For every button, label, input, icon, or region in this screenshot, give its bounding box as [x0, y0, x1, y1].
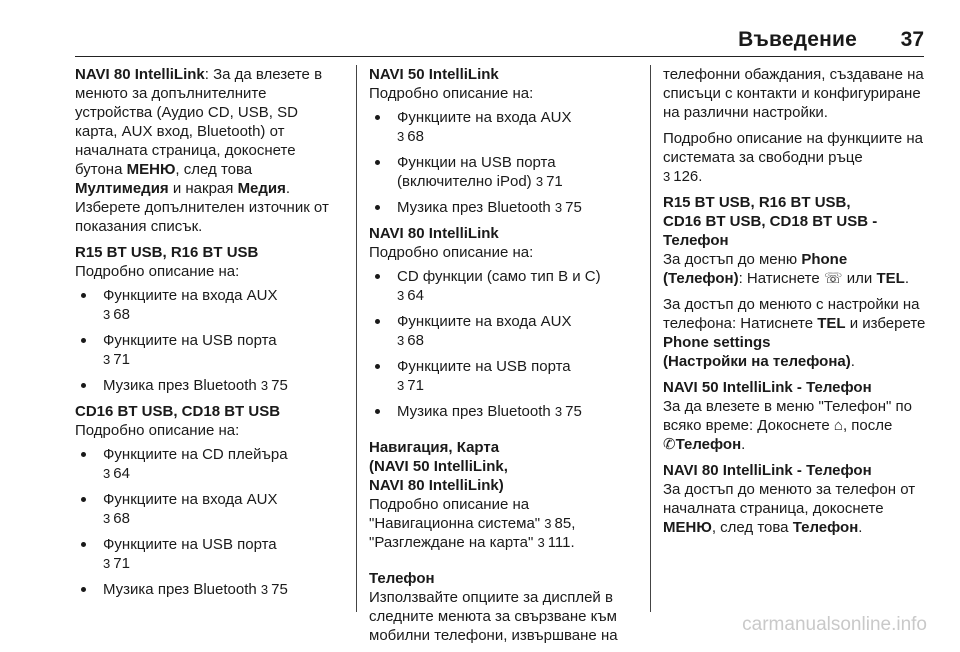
heading-navi50-phone: NAVI 50 IntelliLink - Телефон	[663, 379, 872, 396]
page-ref-icon: 3	[397, 129, 405, 144]
page-ref-link[interactable]: 71	[113, 555, 130, 572]
details-label: Подробно описание на:	[75, 422, 240, 439]
page-ref-icon: 3	[103, 511, 111, 526]
navi80-phone-paragraph	[663, 480, 929, 537]
list-item	[369, 312, 637, 350]
page-ref-link[interactable]: 75	[565, 199, 582, 216]
list-item	[369, 357, 637, 395]
intro-media-label: Медия	[237, 180, 286, 197]
spacer	[369, 559, 637, 569]
list-item-text: Функциите на входа AUX	[103, 287, 278, 304]
details-label: Подробно описание на:	[369, 85, 534, 102]
list-item-text: Музика през Bluetooth	[397, 199, 551, 216]
bullet-icon	[81, 293, 86, 298]
page-ref-icon: 3	[260, 378, 269, 393]
page-ref-link[interactable]: 75	[271, 581, 288, 598]
intro-bold-navi80: NAVI 80 IntelliLink	[75, 66, 205, 83]
page-ref-icon: 3	[397, 288, 405, 303]
heading-r15-r16: R15 BT USB, R16 BT USB	[75, 244, 259, 261]
details-label: Подробно описание на:	[75, 263, 240, 280]
handsfree-paragraph	[663, 129, 929, 186]
heading-cd16-cd18: CD16 BT USB, CD18 BT USB	[75, 403, 281, 420]
page-ref-link[interactable]: 68	[407, 128, 424, 145]
page-ref-icon: 3	[103, 352, 111, 367]
heading-line: Навигация, Карта	[369, 439, 500, 456]
list-item-text: Музика през Bluetooth	[103, 377, 257, 394]
heading-line: (NAVI 50 IntelliLink,	[369, 458, 508, 475]
heading-line: Телефон	[663, 232, 729, 249]
column-2	[369, 65, 637, 652]
list-item-text: Функциите на USB порта	[103, 536, 277, 553]
phone-label-bg: (Телефон)	[663, 270, 739, 287]
navi50-phone-paragraph	[663, 397, 929, 454]
paragraph-text: За да влезете в меню "Телефон" по всяко време: Докоснете	[663, 398, 912, 434]
heading-navigation-map	[369, 438, 637, 495]
list-item-text: Музика през Bluetooth	[397, 403, 551, 420]
list-item	[369, 402, 637, 421]
page-ref-link[interactable]: 68	[407, 332, 424, 349]
list-item-text: Функциите на USB порта	[103, 332, 277, 349]
heading-line: R15 BT USB, R16 BT USB,	[663, 194, 851, 211]
page-ref-link[interactable]: 64	[407, 287, 424, 304]
phone-settings-label: Phone settings	[663, 334, 771, 351]
page-ref-link[interactable]: 68	[113, 306, 130, 323]
list-item-text: Функциите на USB порта	[397, 358, 571, 375]
paragraph-text: : Натиснете	[738, 270, 824, 287]
list-item	[369, 108, 637, 146]
page-ref-icon: 3	[535, 174, 544, 189]
column-divider-1	[356, 65, 357, 612]
paragraph-text: и изберете	[845, 315, 926, 332]
intro-text-4: . Изберете допълнителен източник от показания списък.	[75, 180, 329, 235]
paragraph-text: .	[904, 270, 909, 287]
details-label: Подробно описание на:	[369, 244, 534, 261]
feature-list-2	[75, 445, 343, 599]
paragraph-text: За достъп до менюто за телефон от началната страница, докоснете	[663, 481, 916, 517]
page-ref-link[interactable]: 71	[546, 173, 563, 190]
page-ref-link[interactable]: 75	[565, 403, 582, 420]
paragraph-text: Подробно описание на функциите на системата за свободни ръце	[663, 130, 923, 166]
list-item-text: Функциите на входа AUX	[397, 109, 572, 126]
list-item-text: CD функции (само тип B и C)	[397, 268, 601, 285]
list-item-text: Функциите на входа AUX	[103, 491, 278, 508]
page-ref-link[interactable]: 111.	[547, 534, 575, 551]
heading-navi80-phone: NAVI 80 IntelliLink - Телефон	[663, 462, 872, 479]
phone-paragraph: Използвайте опциите за дисплей в следните менюта за свързване към мобилни телефони, извършване на	[369, 589, 618, 644]
tel-label: TEL	[876, 270, 905, 287]
menu-label: МЕНЮ	[663, 519, 712, 536]
intro-paragraph	[75, 65, 343, 236]
column-1	[75, 65, 343, 606]
bullet-icon	[375, 115, 380, 120]
feature-list-navi50	[369, 108, 637, 217]
intro-multimedia-label: Мултимедия	[75, 180, 169, 197]
page-ref-link[interactable]: 126.	[673, 168, 703, 185]
intro-menu-label: МЕНЮ	[126, 161, 176, 178]
paragraph-text: "Разглеждане на карта"	[369, 534, 534, 551]
list-item-text: Музика през Bluetooth	[103, 581, 257, 598]
bullet-icon	[375, 319, 380, 324]
page-ref-icon: 3	[397, 378, 405, 393]
heading-phone: Телефон	[369, 570, 435, 587]
intro-text-3: и накрая	[168, 180, 238, 197]
page-ref-icon: 3	[537, 535, 545, 550]
heading-navi50: NAVI 50 IntelliLink	[369, 66, 499, 83]
tel-label: TEL	[817, 315, 846, 332]
page-ref-icon: 3	[103, 307, 111, 322]
phone-paragraph-cont: телефонни обаждания, създаване на списъци с контакти и конфигуриране на различни настройки.	[663, 66, 924, 121]
bullet-icon	[375, 160, 380, 165]
page-number: 37	[900, 28, 924, 51]
page-ref-link[interactable]: 71	[113, 351, 130, 368]
paragraph-text: .	[741, 436, 746, 453]
page-header	[0, 0, 960, 56]
page-ref-link[interactable]: 71	[407, 377, 424, 394]
paragraph-text: "Навигационна система"	[369, 515, 541, 532]
page-ref-link[interactable]: 64	[113, 465, 130, 482]
section-title: Въведение	[738, 28, 857, 51]
phone-icon: ✆	[663, 436, 676, 453]
list-item	[75, 331, 343, 369]
paragraph-text: , след това	[711, 519, 793, 536]
phone-menu-label: Телефон	[792, 519, 859, 536]
list-item	[75, 535, 343, 573]
column-divider-2	[650, 65, 651, 612]
paragraph-text: .	[850, 353, 855, 370]
page-ref-icon: 3	[260, 582, 269, 597]
feature-list-navi80	[369, 267, 637, 421]
list-item	[369, 267, 637, 305]
list-item	[75, 376, 343, 395]
phone-settings-paragraph	[663, 295, 929, 371]
paragraph-text: За достъп до меню	[663, 251, 802, 268]
list-item	[369, 153, 637, 191]
heading-r15-phone	[663, 193, 929, 250]
page-ref-link[interactable]: 68	[113, 510, 130, 527]
paragraph-text: .	[858, 519, 863, 536]
phone-menu-label: Телефон	[675, 436, 742, 453]
intro-text: : За да влезете в менюто за допълнителните устройства (Аудио CD, USB, SD карта, AUX вход, Bluetooth) от началната страница, докоснете бутона	[75, 66, 323, 178]
list-item	[75, 445, 343, 483]
page-ref-icon: 3	[544, 516, 552, 531]
page-ref-icon: 3	[103, 466, 111, 481]
phone-button-icon: ☏	[823, 270, 843, 287]
bullet-icon	[375, 205, 380, 210]
list-item	[369, 198, 637, 217]
intro-text-2: , след това	[175, 161, 253, 178]
heading-line: NAVI 80 IntelliLink)	[369, 477, 504, 494]
phone-label: Phone	[801, 251, 848, 268]
phone-settings-label-bg: (Настройки на телефона)	[663, 353, 851, 370]
page-ref-icon: 3	[663, 169, 671, 184]
bullet-icon	[375, 364, 380, 369]
paragraph-text: , после	[842, 417, 893, 434]
home-icon: ⌂	[833, 417, 843, 434]
bullet-icon	[81, 497, 86, 502]
bullet-icon	[81, 338, 86, 343]
bullet-icon	[375, 409, 380, 414]
bullet-icon	[81, 587, 86, 592]
list-item	[75, 286, 343, 324]
watermark: carmanualsonline.info	[742, 614, 927, 635]
page-ref-icon: 3	[554, 200, 563, 215]
paragraph-text: За достъп до менюто с настройки на телефона: Натиснете	[663, 296, 920, 332]
bullet-icon	[375, 274, 380, 279]
bullet-icon	[81, 542, 86, 547]
phone-menu-paragraph	[663, 250, 929, 288]
spacer	[369, 428, 637, 438]
heading-line: CD16 BT USB, CD18 BT USB -	[663, 213, 878, 230]
list-item	[75, 580, 343, 599]
page-ref-icon: 3	[554, 404, 563, 419]
page-ref-link[interactable]: 75	[271, 377, 288, 394]
list-item	[75, 490, 343, 528]
paragraph-text: или	[842, 270, 877, 287]
header-rule	[75, 56, 924, 57]
page-ref-icon: 3	[397, 333, 405, 348]
list-item-text: Функции на USB порта (включително iPod)	[397, 154, 556, 190]
bullet-icon	[81, 452, 86, 457]
bullet-icon	[81, 383, 86, 388]
page-ref-link[interactable]: 85,	[554, 515, 576, 532]
navigation-paragraph	[369, 495, 637, 552]
page-ref-icon: 3	[103, 556, 111, 571]
list-item-text: Функциите на входа AUX	[397, 313, 572, 330]
paragraph-text: Подробно описание на	[369, 496, 530, 513]
list-item-text: Функциите на CD плейъра	[103, 446, 288, 463]
column-3	[663, 65, 929, 544]
heading-navi80: NAVI 80 IntelliLink	[369, 225, 499, 242]
feature-list-1	[75, 286, 343, 395]
